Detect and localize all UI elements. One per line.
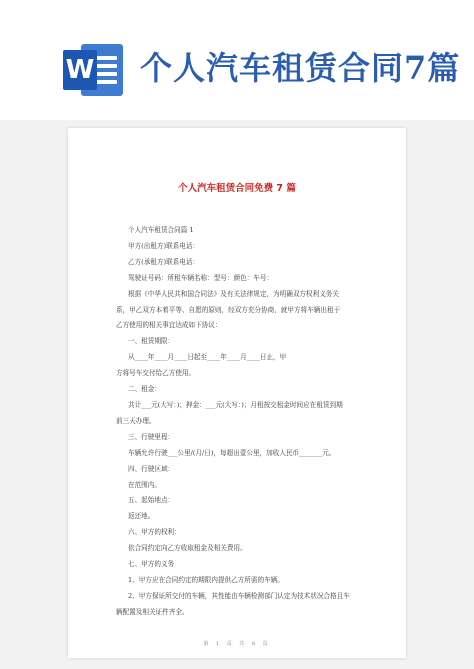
word-document-icon <box>63 42 125 98</box>
header-title: 个人汽车租赁合同7篇 <box>140 49 461 87</box>
section-heading: 二、租金： <box>128 385 161 394</box>
party-a-line: 甲方(出租方)联系电话： <box>128 241 200 250</box>
document-preview-area <box>0 120 474 669</box>
section-heading: 三、行驶里程： <box>128 432 175 441</box>
paragraph-line: 车辆允许行驶___公里/(月/日)，每超出壹公里，加收人民币_______元。 <box>128 448 336 457</box>
party-b-line: 乙方(承租方)联系电话： <box>128 257 200 266</box>
paragraph-line: 系，甲乙双方本着平等、自愿的原则，经双方充分协商，就甲方将车辆出租于 <box>116 305 341 314</box>
paragraph-line: 从____年____月____日起至____年____月____日止，甲 <box>128 353 287 362</box>
section-heading: 五、起始地点： <box>128 496 175 505</box>
paragraph-line: 方将号车交付给乙方使用。 <box>116 369 196 378</box>
paragraph-line: 返还地。 <box>128 512 155 521</box>
page-number-footer: 第 1 页 共 8 页 <box>203 641 271 647</box>
contract-heading: 个人汽车租赁合同篇 1 <box>128 226 194 234</box>
section-heading: 七、甲方的义务 <box>128 560 175 569</box>
section-heading: 四、行驶区域： <box>128 464 175 473</box>
paragraph-line: 依合同约定向乙方收取租金及相关费用。 <box>128 544 247 553</box>
document-title: 个人汽车租赁合同免费 7 篇 <box>178 183 296 194</box>
license-line: 驾驶证号码：所租车辆名称：型号：颜色：车号： <box>128 273 274 282</box>
paragraph-line: 乙方使用的相关事宜达成如下协议： <box>116 321 222 330</box>
header-banner <box>0 0 474 120</box>
paragraph-line: 根据《中华人民共和国合同法》及有关法律规定，为明确双方权利义务关 <box>128 289 339 298</box>
document-page <box>68 128 406 658</box>
paragraph-line: 在范围内。 <box>128 480 161 489</box>
word-icon-letter: W <box>63 50 97 90</box>
paragraph-line: 2、甲方保证所交付的车辆，其性能由车辆检测部门认定为技术状况合格且车 <box>128 591 350 600</box>
section-heading: 六、甲方的权利： <box>128 528 181 537</box>
section-heading: 一、租赁期限： <box>128 337 175 346</box>
paragraph-line: 辆配置及相关证件齐全。 <box>116 607 189 616</box>
document-body <box>116 223 366 621</box>
paragraph-line: 前三天办理。 <box>116 416 156 425</box>
paragraph-line: 共计___元(大写：)；押金：___元(大写：)；月租按交租金时间应在租赁到期 <box>128 400 343 409</box>
paragraph-line: 1、甲方应在合同约定的期限内提供乙方所需的车辆。 <box>128 575 284 584</box>
